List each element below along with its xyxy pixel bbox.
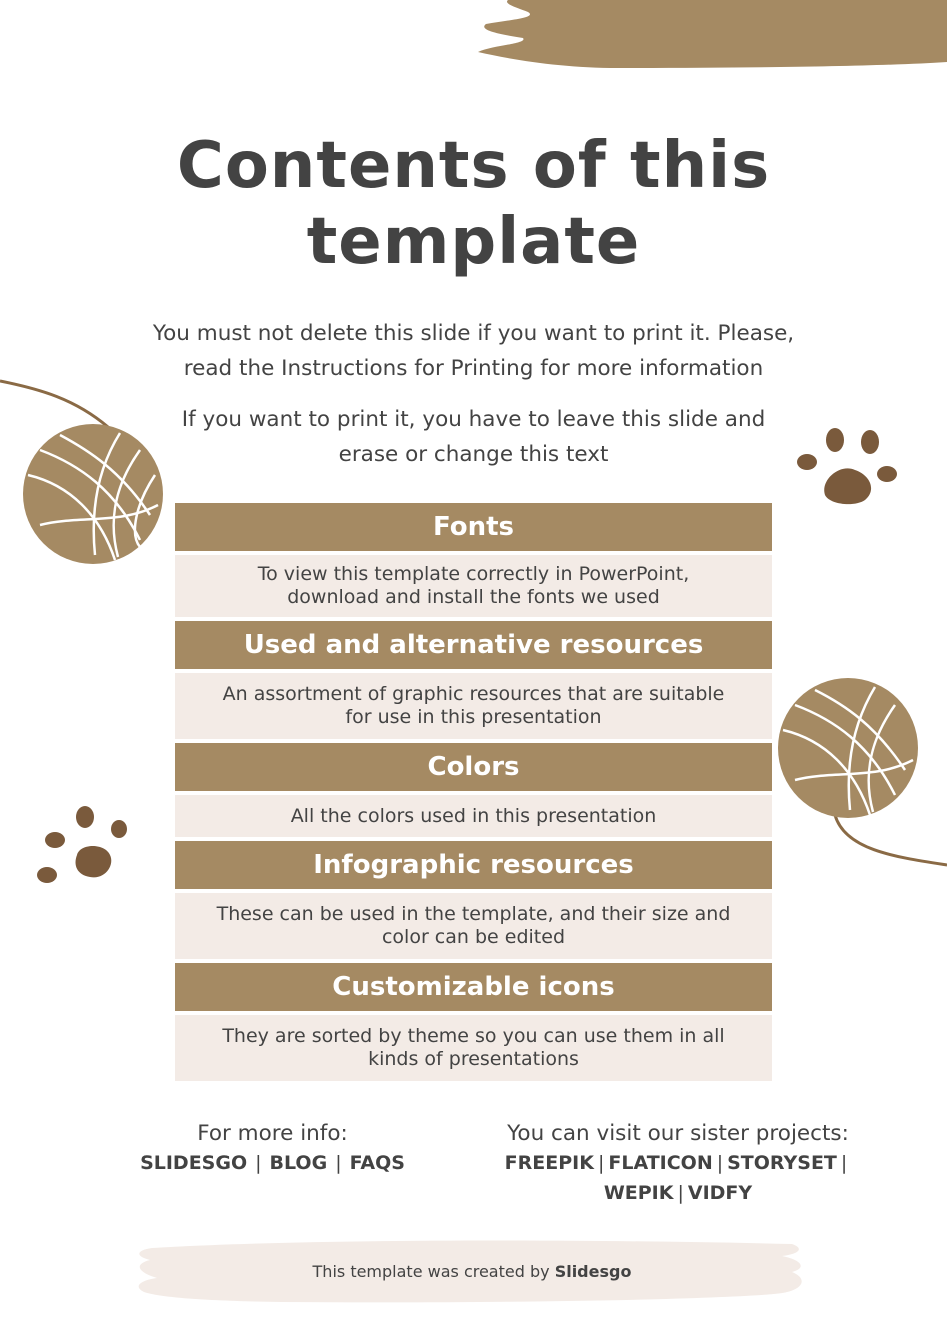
- separator: |: [677, 1182, 684, 1204]
- more-info-block: [100, 1120, 445, 1178]
- yarn-ball-right-icon: [775, 675, 947, 870]
- link-wepik[interactable]: WEPIK: [603, 1182, 674, 1204]
- section-body-colors: All the colors used in this presentation: [173, 793, 774, 839]
- link-storyset[interactable]: STORYSET: [727, 1152, 837, 1174]
- section-body-icons: They are sorted by theme so you can use them in all kinds of presentations: [173, 1013, 774, 1083]
- link-blog[interactable]: BLOG: [269, 1152, 328, 1174]
- credit-brand-link[interactable]: Slidesgo: [554, 1262, 632, 1281]
- section-body-fonts: To view this template correctly in PowerPoint, download and install the fonts we used: [173, 553, 774, 619]
- section-body-resources: An assortment of graphic resources that are suitable for use in this presentation: [173, 671, 774, 741]
- intro-paragraph-erase: If you want to print it, you have to leave this slide and erase or change this text: [181, 407, 766, 467]
- intro-paragraph-print: You must not delete this slide if you want to print it. Please, read the Instructions for Printing for more information: [152, 321, 795, 381]
- section-heading-infographic: Infographic resources: [173, 839, 774, 891]
- sister-projects-block: [478, 1120, 878, 1208]
- link-freepik[interactable]: FREEPIK: [504, 1152, 594, 1174]
- page-title: Contents of this template: [176, 129, 771, 279]
- paw-print-icon: [35, 805, 130, 885]
- section-heading-fonts: Fonts: [173, 501, 774, 553]
- separator: |: [597, 1152, 605, 1174]
- separator: |: [840, 1152, 848, 1174]
- sister-projects-label: You can visit our sister projects:: [507, 1121, 849, 1146]
- separator: |: [335, 1152, 342, 1174]
- separator: |: [716, 1152, 724, 1174]
- section-heading-icons: Customizable icons: [173, 961, 774, 1013]
- contents-table: [173, 501, 774, 1083]
- link-faqs[interactable]: FAQS: [349, 1152, 405, 1174]
- more-info-label: For more info:: [197, 1121, 348, 1146]
- section-heading-colors: Colors: [173, 741, 774, 793]
- link-vidfy[interactable]: VIDFY: [687, 1182, 753, 1204]
- section-heading-resources: Used and alternative resources: [173, 619, 774, 671]
- credit-text: This template was created by Slidesgo: [312, 1262, 632, 1281]
- link-slidesgo[interactable]: SLIDESGO: [140, 1152, 248, 1174]
- section-body-infographic: These can be used in the template, and their size and color can be edited: [173, 891, 774, 961]
- link-flaticon[interactable]: FLATICON: [608, 1152, 713, 1174]
- separator: |: [255, 1152, 262, 1174]
- brush-stroke-top: [468, 0, 947, 70]
